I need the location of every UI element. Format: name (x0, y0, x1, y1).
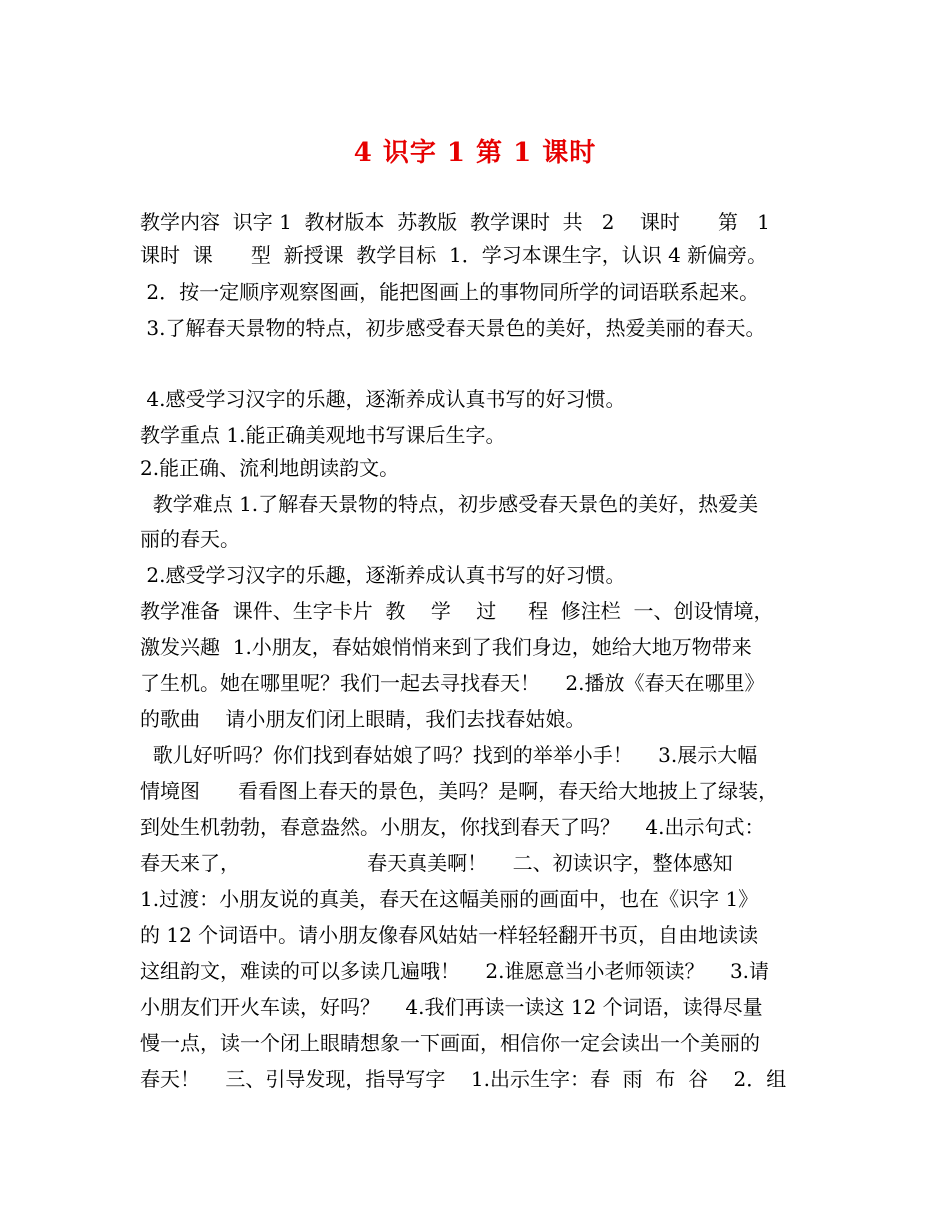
text-line: 教学准备 课件、生字卡片 教 学 过 程 修注栏 一、创设情境， (140, 599, 774, 623)
text-line: 丽的春天。 (140, 527, 240, 551)
text-line: 1.过渡：小朋友说的真美，春天在这幅美丽的画面中，也在《识字 1》 (140, 887, 759, 911)
text-line: 教学内容 识字 1 教材版本 苏教版 教学课时 共 2 课时 第 1 (140, 210, 770, 234)
text-line: 的歌曲 请小朋友们闭上眼睛，我们去找春姑娘。 (140, 707, 586, 731)
text-line: 春天来了， 春天真美啊！ 二、初读识字，整体感知 (140, 851, 733, 875)
document-title: 4 识字 1 第 1 课时 (353, 138, 597, 168)
text-line: 了生机。她在哪里呢？我们一起去寻找春天！ 2.播放《春天在哪里》 (140, 671, 765, 695)
text-line: 情境图 看看图上春天的景色，美吗？是啊，春天给大地披上了绿装， (140, 779, 779, 803)
text-line: 这组韵文，难读的可以多读几遍哦！ 2.谁愿意当小老师领读？ 3.请 (140, 959, 770, 983)
text-line: 到处生机勃勃，春意盎然。小朋友，你找到春天了吗？ 4.出示句式： (140, 815, 765, 839)
text-line: 教学难点 1.了解春天景物的特点，初步感受春天景色的美好，热爱美 (140, 492, 759, 516)
text-line: 慢一点，读一个闭上眼睛想象一下画面，相信你一定会读出一个美丽的 (140, 1031, 760, 1055)
text-line: 2.感受学习汉字的乐趣，逐渐养成认真书写的好习惯。 (140, 563, 626, 587)
text-line: 小朋友们开火车读，好吗？ 4.我们再读一读这 12 个词语，读得尽量 (140, 995, 763, 1019)
text-line: 歌儿好听吗？你们找到春姑娘了吗？找到的举举小手！ 3.展示大幅 (140, 743, 758, 767)
text-line: 2.能正确、流利地朗读韵文。 (140, 456, 400, 480)
text-line: 4.感受学习汉字的乐趣，逐渐养成认真书写的好习惯。 (140, 387, 626, 411)
text-line: 春天！ 三、引导发现，指导写字 1.出示生字：春 雨 布 谷 2．组 (140, 1067, 787, 1091)
text-line: 2．按一定顺序观察图画，能把图画上的事物同所学的词语联系起来。 (140, 280, 760, 304)
text-line: 3.了解春天景物的特点，初步感受春天景色的美好，热爱美丽的春天。 (140, 316, 766, 340)
text-line: 课时 课 型 新授课 教学目标 1．学习本课生字，认识 4 新偏旁。 (140, 243, 768, 267)
text-line: 的 12 个词语中。请小朋友像春风姑姑一样轻轻翻开书页，自由地读读 (140, 923, 759, 947)
text-line: 激发兴趣 1.小朋友，春姑娘悄悄来到了我们身边，她给大地万物带来 (140, 635, 752, 659)
text-line: 教学重点 1.能正确美观地书写课后生字。 (140, 423, 506, 447)
